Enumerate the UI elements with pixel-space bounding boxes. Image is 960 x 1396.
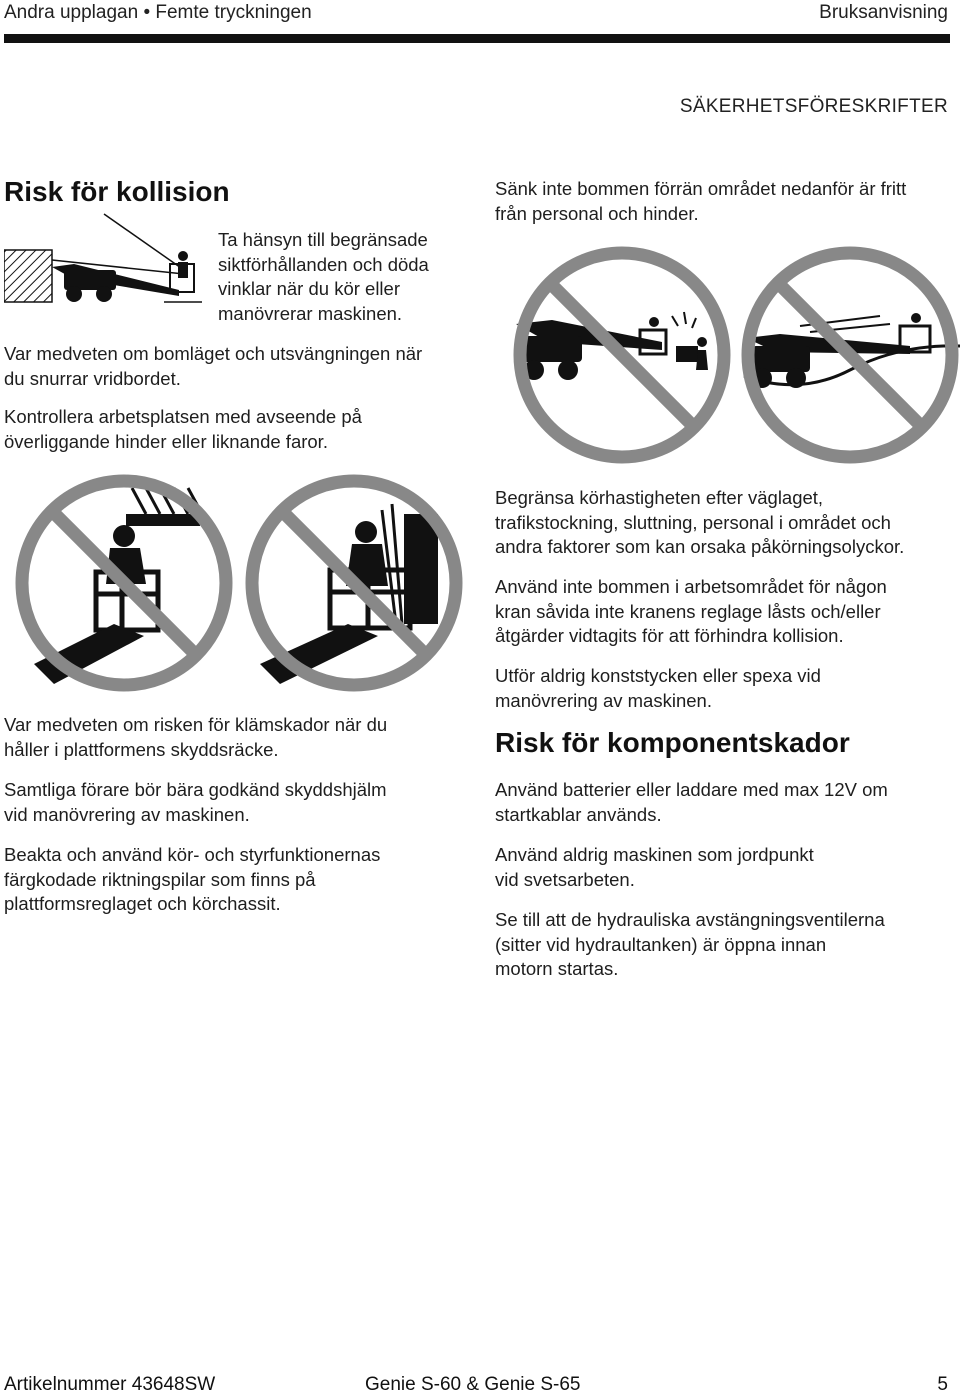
article-number: Artikelnummer 43648SW (4, 1374, 216, 1395)
ground-text: Använd aldrig maskinen som jordpunkt vid svetsarbeten. (495, 844, 814, 890)
valve-text: Se till att de hydrauliska avstängningsventilerna (sitter vid hydraultanken) är öppna innan motorn startas. (495, 909, 885, 979)
helmet-text: Samtliga förare bör bära godkänd skyddshjälm vid manövrering av maskinen. (4, 779, 387, 825)
component-title: Risk för komponentskador (495, 727, 850, 758)
crush-text: Var medveten om risken för klämskador när du håller i plattformens skyddsräcke. (4, 714, 388, 760)
speed-text: Begränsa körhastigheten efter väglaget, trafikstockning, sluttning, personal i området och andra faktorer som kan orsaka påkörningsolyckor. (495, 487, 905, 557)
model-name: Genie S-60 & Genie S-65 (365, 1374, 581, 1395)
prohibited-stunt-driving-icon (740, 246, 960, 464)
battery-text: Använd batterier eller laddare med max 12V om startkablar används. (495, 779, 888, 825)
header-doc-type: Bruksanvisning (819, 2, 948, 23)
page-number: 5 (937, 1374, 948, 1395)
collision-title: Risk för kollision (4, 176, 230, 207)
sight-text: Ta hänsyn till begränsade siktförhållanden och döda vinklar när du kör eller manövrerar maskinen. (218, 229, 429, 324)
prohibited-crush-overhead-icon (14, 474, 234, 692)
sight-line-illustration (4, 212, 209, 307)
header-edition: Andra upplagan • Femte tryckningen (4, 2, 312, 23)
boom-text: Var medveten om bomläget och utsvängningen när du snurrar vridbordet. (4, 343, 423, 389)
prohibited-lowering-on-person-icon (512, 246, 732, 464)
lower-boom-text: Sänk inte bommen förrän området nedanför är fritt från personal och hinder. (495, 178, 907, 224)
section-tag: SÄKERHETSFÖRESKRIFTER (679, 96, 948, 117)
stunts-text: Utför aldrig konststycken eller spexa vid manövrering av maskinen. (495, 665, 821, 711)
arrows-text: Beakta och använd kör- och styrfunktionernas färgkodade riktningspilar som finns på plattformsreglaget och körchassit. (4, 844, 381, 914)
crane-text: Använd inte bommen i arbetsområdet för någon kran såvida inte kranens reglage låsts och/eller åtgärder vidtagits för att förhindra kollision. (495, 576, 887, 646)
worksite-text: Kontrollera arbetsplatsen med avseende på överliggande hinder eller liknande faror. (4, 406, 362, 452)
header-rule (4, 34, 950, 43)
prohibited-crush-hands-icon (244, 474, 464, 692)
